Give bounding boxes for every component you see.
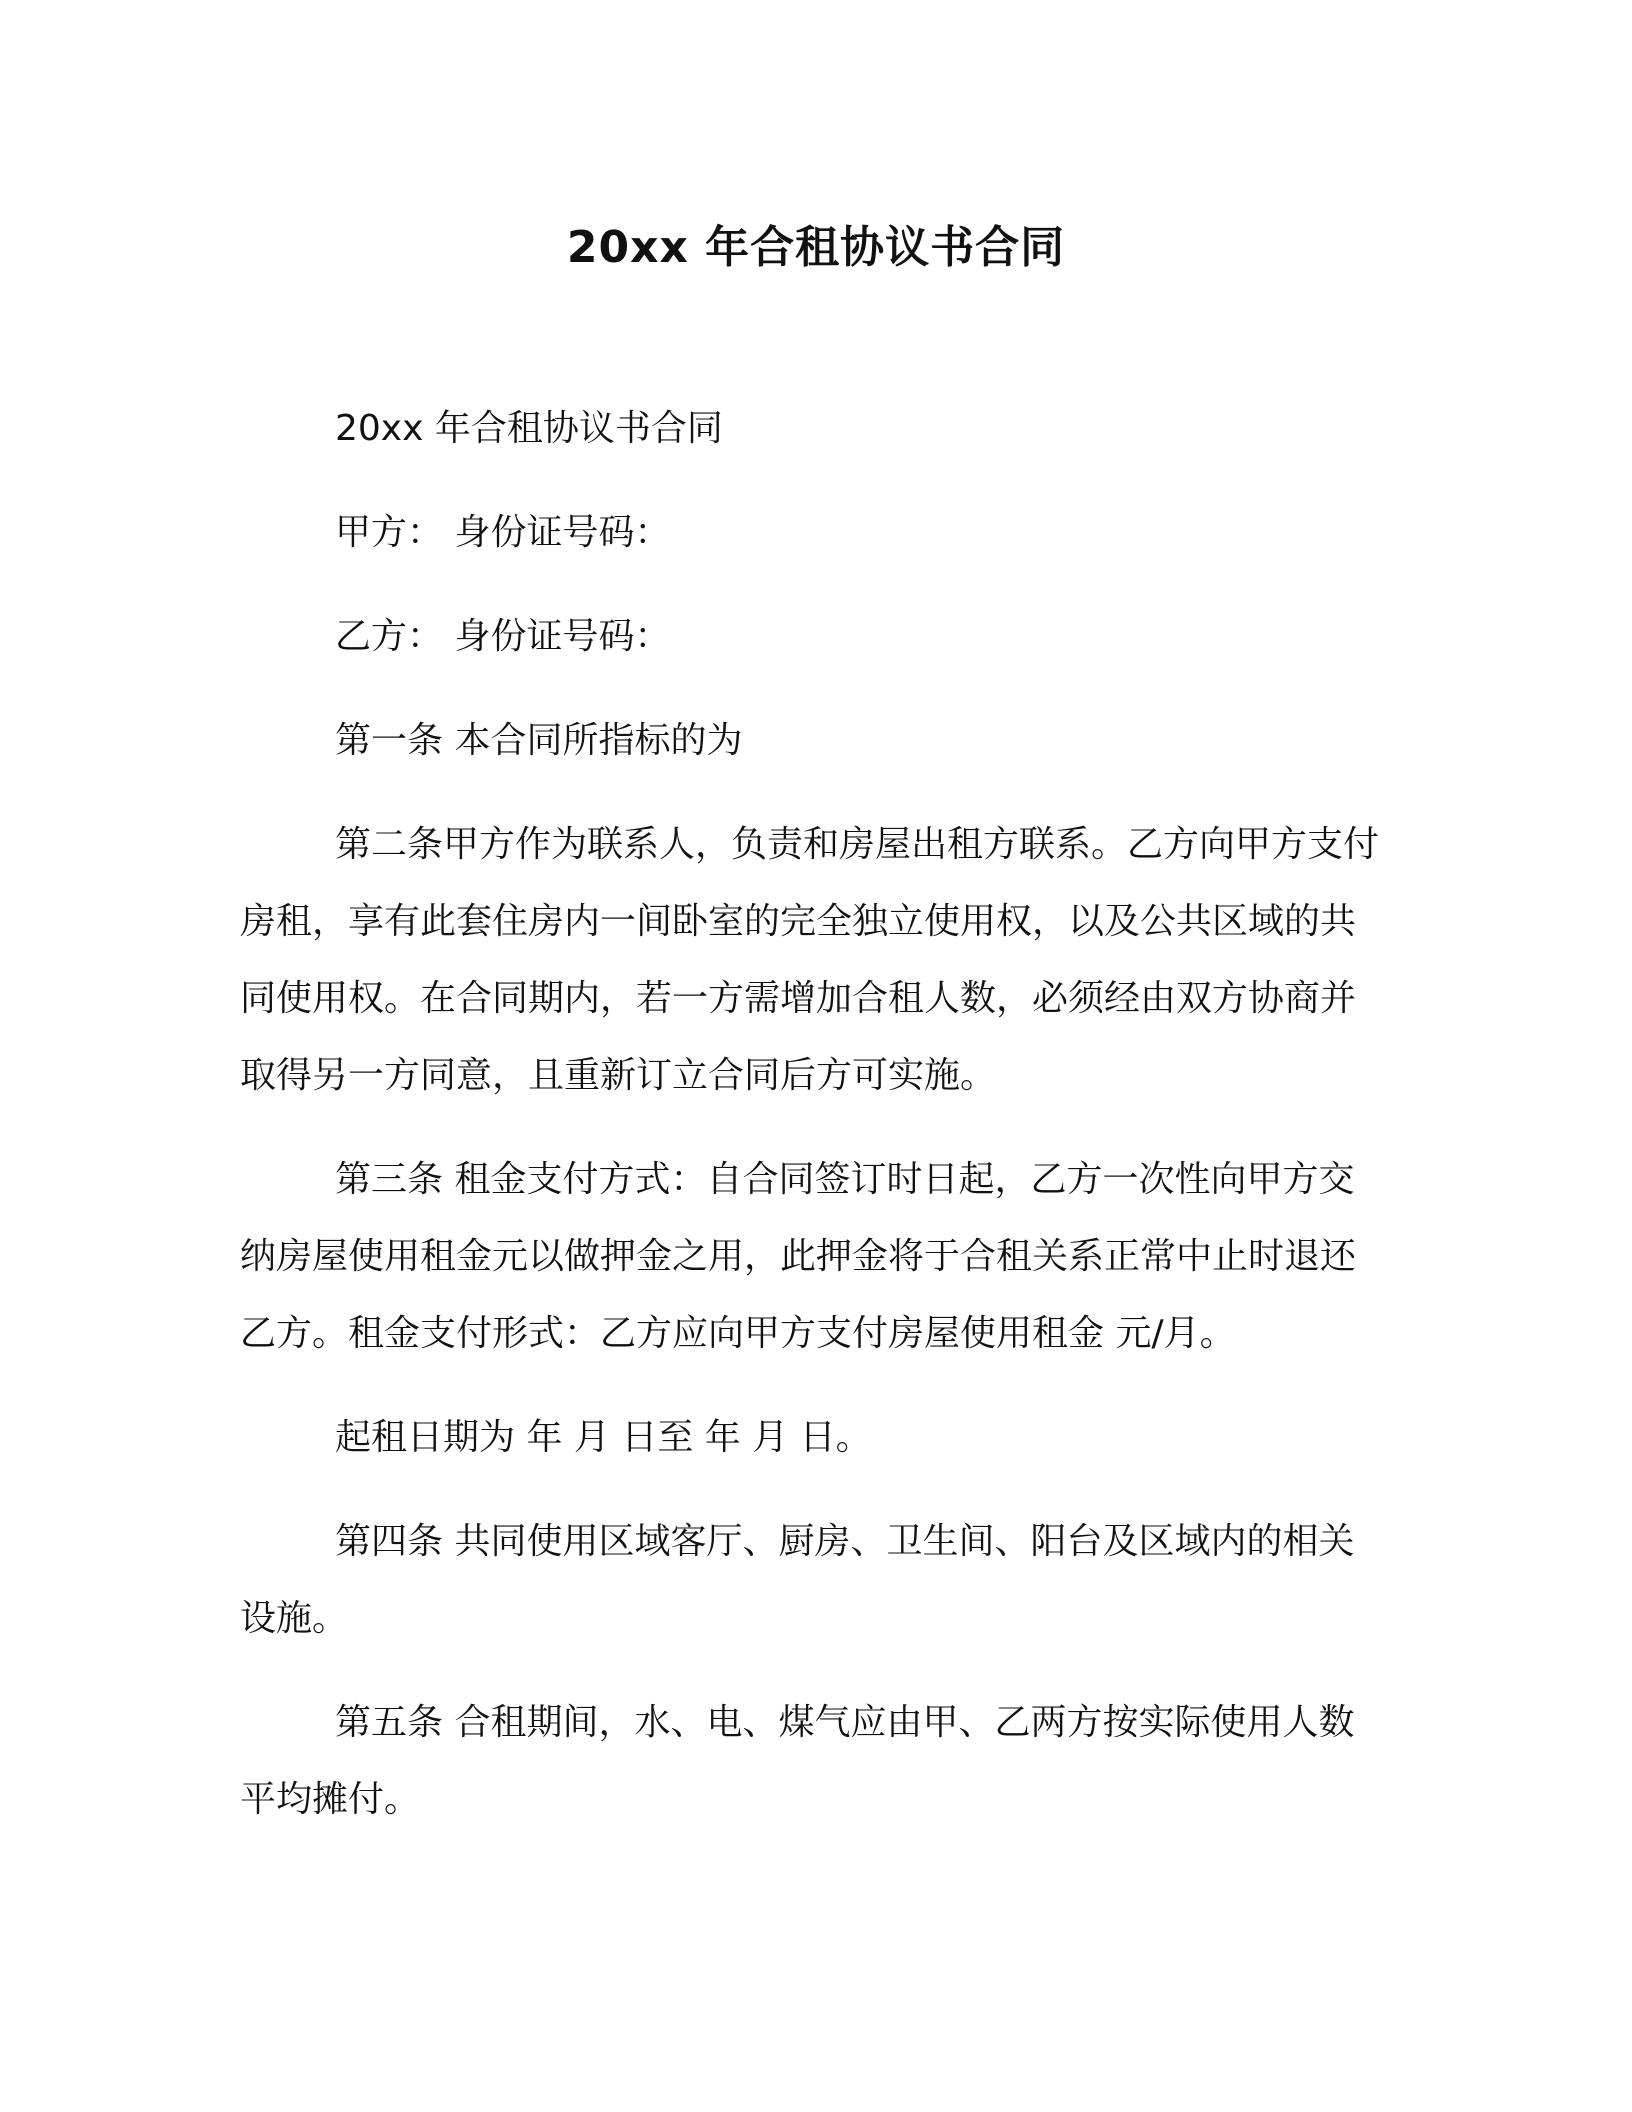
article-3-paragraph: 第三条 租金支付方式：自合同签订时日起，乙方一次性向甲方交纳房屋使用租金元以做押金之用，此押金将于合租关系正常中止时退还乙方。租金支付形式：乙方应向甲方支付房屋使用租金 元/月。 xyxy=(240,1159,1357,1354)
article-5-paragraph: 第五条 合租期间，水、电、煤气应由甲、乙两方按实际使用人数平均摊付。 xyxy=(240,1702,1355,1820)
article-2-paragraph: 第二条甲方作为联系人，负责和房屋出租方联系。乙方向甲方支付房租，享有此套住房内一间卧室的完全独立使用权，以及公共区域的共同使用权。在合同期内，若一方需增加合租人数，必须经由双方协商并取得另一方同意，且重新订立合同后方可实施。 xyxy=(240,824,1380,1096)
article-1-paragraph: 第一条 本合同所指标的为 xyxy=(335,720,743,761)
document-title: 20xx 年合租协议书合同 xyxy=(566,222,1066,273)
document-body xyxy=(240,390,1380,1838)
subtitle-paragraph: 20xx 年合租协议书合同 xyxy=(335,408,723,449)
party-b-paragraph: 乙方： 身份证号码： xyxy=(335,616,671,657)
article-4-paragraph: 第四条 共同使用区域客厅、厨房、卫生间、阳台及区域内的相关设施。 xyxy=(240,1521,1355,1639)
lease-start-paragraph: 起租日期为 年 月 日至 年 月 日。 xyxy=(335,1417,872,1458)
party-a-paragraph: 甲方： 身份证号码： xyxy=(335,512,671,553)
